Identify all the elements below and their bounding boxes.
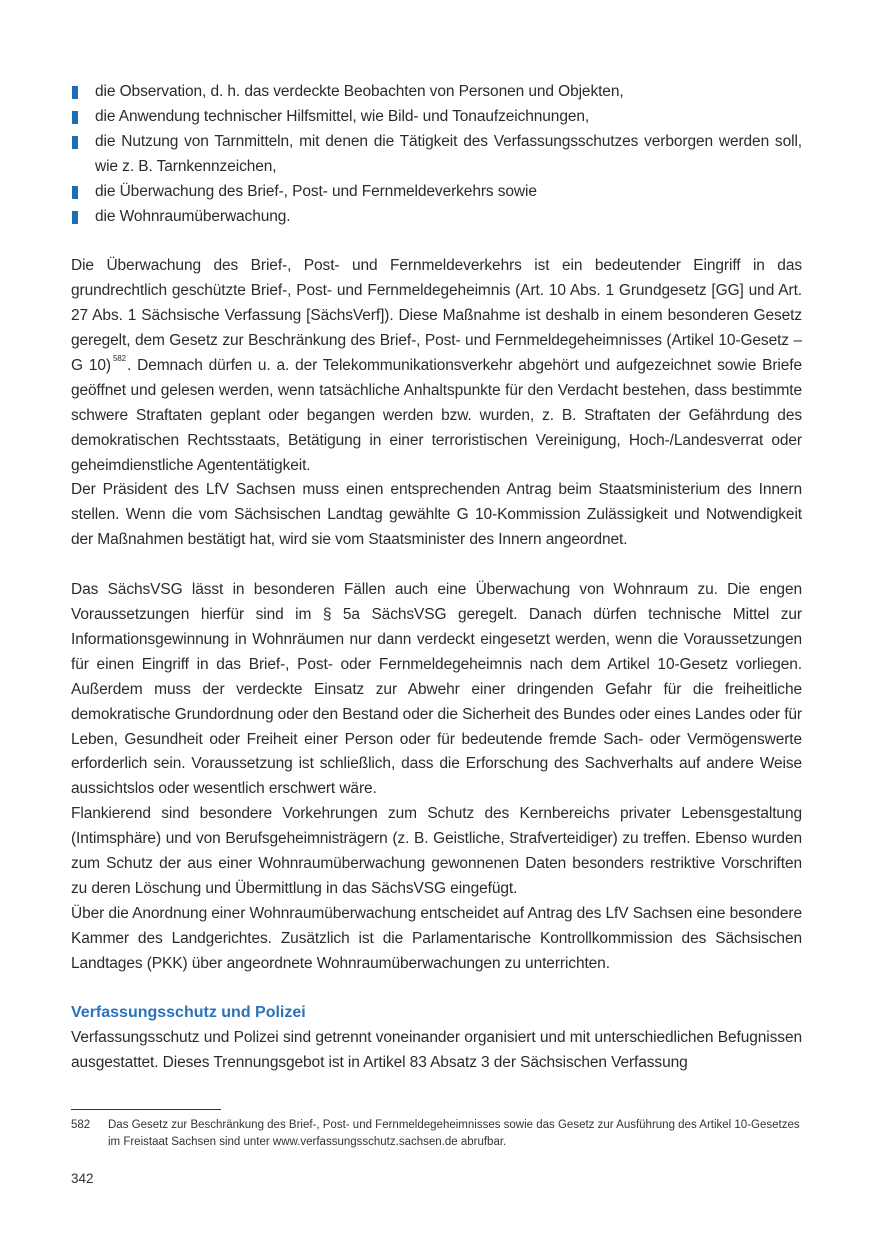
paragraph-wohnraum: Das SächsVSG lässt in besonderen Fällen auch eine Überwachung von Wohnraum zu. Die engen Voraussetzungen hierfür sind im § 5a SächsVSG geregelt. Danach dürfen technische Mittel zur Informationsgewinnung in Wohnräumen nur dann verdeckt eingesetzt werden, wenn die Voraussetzungen für einen Eingriff in das Brief-, Post- oder Fernmeldegeheimnis nach dem Artikel 10-Gesetz vorliegen. Außerdem muss der verdeckte Einsatz zur Abwehr einer dringenden Gefahr für die freiheitliche demokratische Grundordnung oder den Bestand oder die Sicherheit des Bundes oder eines Landes oder für Leben, Gesundheit oder Freiheit einer Person oder für bedeutende fremde Sach- oder Vermögenswerte erforderlich sein. Voraussetzung ist schließlich, dass die Erforschung des Sachverhalts auf andere Weise aussichtslos oder wesentlich erschwert wäre. <box>71 581 802 798</box>
section-heading: Verfassungsschutz und Polizei <box>71 1004 306 1022</box>
list-item <box>71 205 802 230</box>
footnote-reference[interactable]: 582 <box>112 353 127 363</box>
list-item-text: die Observation, d. h. das verdeckte Beobachten von Personen und Objekten, <box>95 83 624 100</box>
paragraph-trennungsgebot: Verfassungsschutz und Polizei sind getrennt voneinander organisiert und mit unterschiedlichen Befugnissen ausgestattet. Dieses Trennungsgebot ist in Artikel 83 Absatz 3 der Sächsischen Verfassung <box>71 1029 802 1072</box>
footnote-number: 582 <box>71 1119 91 1131</box>
paragraph-antrag: Der Präsident des LfV Sachsen muss einen entsprechenden Antrag beim Staatsministerium des Innern stellen. Wenn die vom Sächsischen Landtag gewählte G 10-Kommission Zulässigkeit und Notwendigkeit der Maßnahmen bestätigt hat, wird sie vom Staatsminister des Innern angeordnet. <box>71 481 802 549</box>
square-bullet-icon <box>72 211 78 224</box>
paragraph-g10: Die Überwachung des Brief-, Post- und Fernmeldeverkehrs ist ein bedeutender Eingriff in das grundrechtlich geschützte Brief-, Post- und Fernmeldegeheimnis (Art. 10 Abs. 1 Grundgesetz [GG] und Art. 27 Abs. 1 Sächsische Verfassung [SächsVerf]). Diese Maßnahme ist deshalb in einem besonderen Gesetz geregelt, dem Gesetz zur Beschränkung des Brief-, Post- und Fernmeldegeheimnisses (Artikel 10-Gesetz – G 10) $^{582}$. Demnach dürfen u. a. der Telekommunikationsverkehr abgehört und aufgezeichnet sowie Briefe geöffnet und gelesen werden, wenn tatsächliche Anhaltspunkte für den Verdacht bestehen, dass bestimmte schwere Straftaten geplant oder begangen werden bzw. wurden, z. B. Straftaten der Gefährdung des demokratischen Rechtsstaats, Betätigung in einer terroristischen Vereinigung, Hoch-/Landesverrat oder geheimdienstliche Agententätigkeit. <box>71 257 802 474</box>
paragraph-flankierend: Flankierend sind besondere Vorkehrungen zum Schutz des Kernbereichs privater Lebensgestaltung (Intimsphäre) und von Berufsgeheimnisträgern (z. B. Geistliche, Strafverteidiger) zu treffen. Ebenso wurden zum Schutz der aus einer Wohnraumüberwachung gewonnenen Daten besonders restriktive Vorschriften zu deren Löschung und Übermittlung in das SächsVSG eingefügt. <box>71 805 802 897</box>
square-bullet-icon <box>72 186 78 199</box>
list-item-text: die Anwendung technischer Hilfsmittel, wie Bild- und Tonaufzeichnungen, <box>95 107 590 125</box>
page-body <box>71 80 802 1076</box>
list-item <box>71 180 802 205</box>
square-bullet-icon <box>72 86 78 99</box>
list-item <box>71 130 802 180</box>
square-bullet-icon <box>72 136 78 149</box>
footnote-text: Das Gesetz zur Beschränkung des Brief-, Post- und Fernmeldegeheimnisses sowie das Gesetz zur Ausführung des Artikel 10-Gesetzes im Freistaat Sachsen sind unter www.verfassungsschutz.sachsen.de abrufbar. <box>108 1119 800 1148</box>
list-item-text: die Überwachung des Brief-, Post- und Fernmeldeverkehrs sowie <box>95 182 537 200</box>
square-bullet-icon <box>72 111 78 124</box>
footnote-divider <box>71 1109 221 1110</box>
list-item <box>71 105 802 130</box>
page-number: 342 <box>71 1171 94 1186</box>
paragraph-anordnung: Über die Anordnung einer Wohnraumüberwachung entscheidet auf Antrag des LfV Sachsen eine besondere Kammer des Landgerichtes. Zusätzlich ist die Parlamentarische Kontrollkommission des Sächsischen Landtages (PKK) über angeordnete Wohnraumüberwachungen zu unterrichten. <box>71 904 802 972</box>
footnote <box>71 1117 802 1151</box>
list-item <box>71 80 802 105</box>
bullet-list <box>71 80 802 229</box>
list-item-text: die Wohnraumüberwachung. <box>95 207 291 225</box>
list-item-text: die Nutzung von Tarnmitteln, mit denen die Tätigkeit des Verfassungsschutzes verborgen werden soll, wie z. B. Tarnkennzeichen, <box>95 132 802 175</box>
